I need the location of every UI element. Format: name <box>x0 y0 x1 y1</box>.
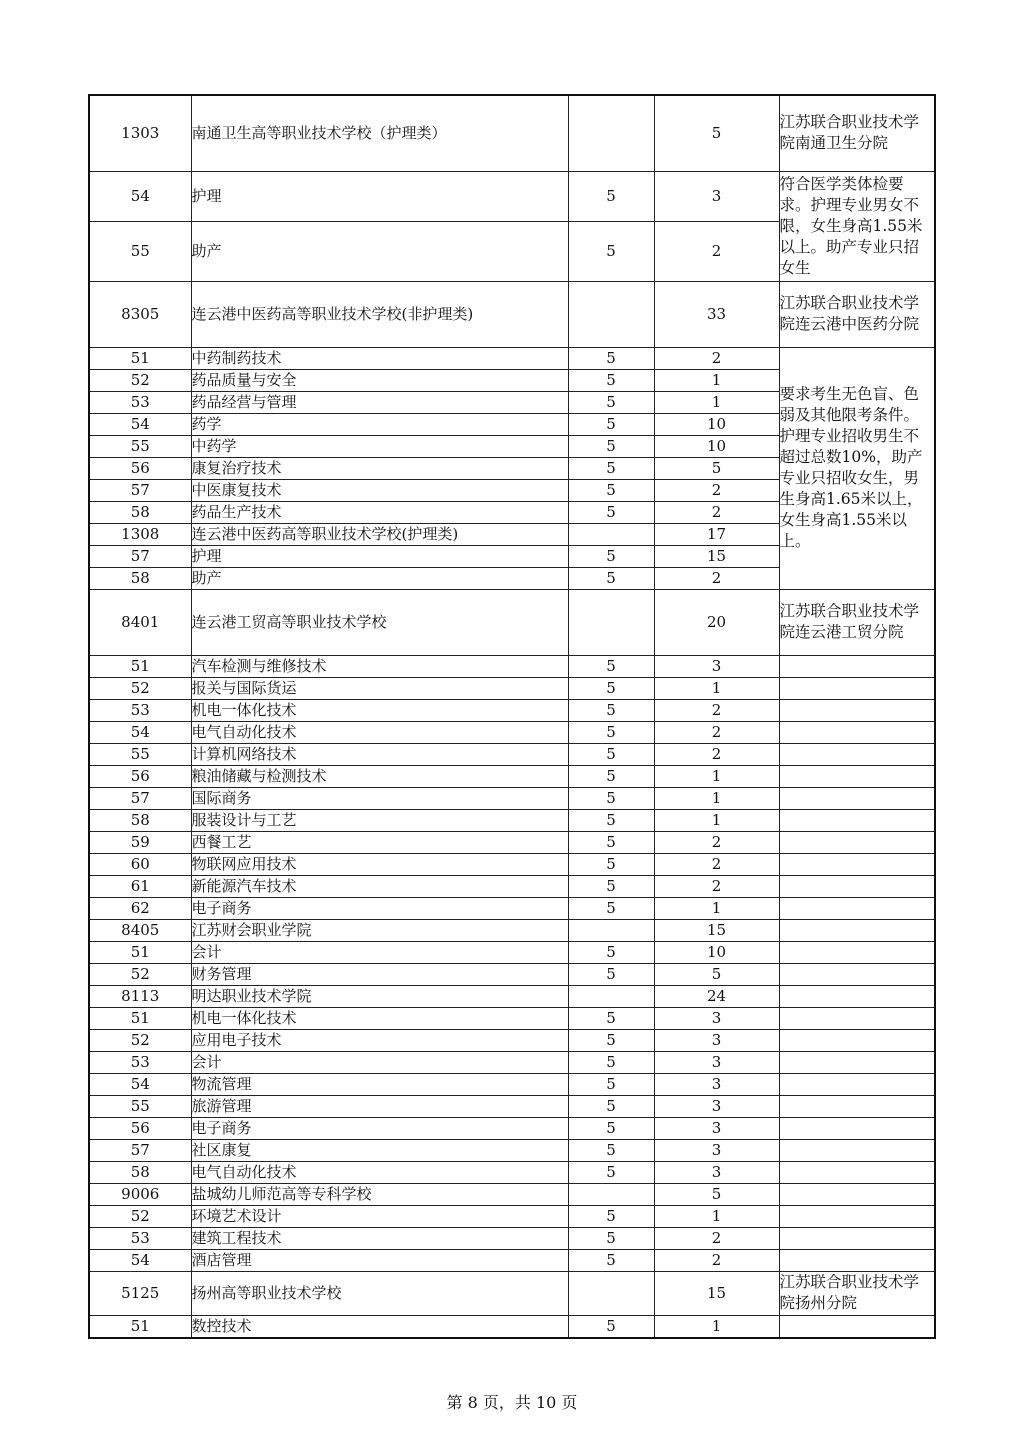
years-cell: 5 <box>568 699 654 721</box>
years-cell: 5 <box>568 501 654 523</box>
table-row <box>89 1249 935 1271</box>
table-row <box>89 1095 935 1117</box>
name-cell: 报关与国际货运 <box>191 677 568 699</box>
table-row <box>89 1139 935 1161</box>
table-row <box>89 919 935 941</box>
name-cell: 电气自动化技术 <box>191 721 568 743</box>
years-cell: 5 <box>568 853 654 875</box>
years-cell: 5 <box>568 479 654 501</box>
count-cell: 2 <box>654 347 779 369</box>
years-cell: 5 <box>568 1315 654 1338</box>
note-cell: 江苏联合职业技术学院连云港工贸分院 <box>779 589 935 655</box>
count-cell: 1 <box>654 369 779 391</box>
code-cell: 58 <box>89 809 191 831</box>
table-row <box>89 963 935 985</box>
table-row <box>89 171 935 221</box>
note-cell <box>779 1205 935 1227</box>
table-row <box>89 831 935 853</box>
years-cell <box>568 919 654 941</box>
name-cell: 药品生产技术 <box>191 501 568 523</box>
note-cell <box>779 1117 935 1139</box>
count-cell: 1 <box>654 765 779 787</box>
table-row <box>89 721 935 743</box>
count-cell: 3 <box>654 655 779 677</box>
count-cell: 24 <box>654 985 779 1007</box>
years-cell: 5 <box>568 677 654 699</box>
name-cell: 汽车检测与维修技术 <box>191 655 568 677</box>
name-cell: 扬州高等职业技术学校 <box>191 1271 568 1315</box>
table-row <box>89 95 935 171</box>
name-cell: 旅游管理 <box>191 1095 568 1117</box>
note-cell <box>779 1249 935 1271</box>
name-cell: 应用电子技术 <box>191 1029 568 1051</box>
name-cell: 中医康复技术 <box>191 479 568 501</box>
code-cell: 52 <box>89 963 191 985</box>
name-cell: 机电一体化技术 <box>191 699 568 721</box>
code-cell: 58 <box>89 501 191 523</box>
note-cell <box>779 1183 935 1205</box>
years-cell: 5 <box>568 655 654 677</box>
years-cell: 5 <box>568 435 654 457</box>
note-cell: 要求考生无色盲、色弱及其他限考条件。护理专业招收男生不超过总数10%，助产专业只招收女生，男生身高1.65米以上，女生身高1.55米以上。 <box>779 347 935 589</box>
count-cell: 33 <box>654 281 779 347</box>
years-cell: 5 <box>568 1051 654 1073</box>
code-cell: 8405 <box>89 919 191 941</box>
years-cell: 5 <box>568 1139 654 1161</box>
count-cell: 3 <box>654 1139 779 1161</box>
table-body <box>89 95 935 1338</box>
years-cell <box>568 523 654 545</box>
years-cell: 5 <box>568 1073 654 1095</box>
table-row <box>89 1315 935 1338</box>
code-cell: 53 <box>89 699 191 721</box>
note-cell <box>779 897 935 919</box>
note-cell <box>779 721 935 743</box>
code-cell: 51 <box>89 347 191 369</box>
code-cell: 58 <box>89 567 191 589</box>
name-cell: 财务管理 <box>191 963 568 985</box>
years-cell <box>568 589 654 655</box>
name-cell: 药品经营与管理 <box>191 391 568 413</box>
code-cell: 52 <box>89 677 191 699</box>
name-cell: 中药学 <box>191 435 568 457</box>
count-cell: 5 <box>654 95 779 171</box>
table-row <box>89 985 935 1007</box>
years-cell: 5 <box>568 941 654 963</box>
table-row <box>89 1271 935 1315</box>
code-cell: 52 <box>89 1029 191 1051</box>
name-cell: 会计 <box>191 1051 568 1073</box>
count-cell: 10 <box>654 435 779 457</box>
count-cell: 2 <box>654 875 779 897</box>
years-cell: 5 <box>568 765 654 787</box>
code-cell: 58 <box>89 1161 191 1183</box>
code-cell: 60 <box>89 853 191 875</box>
code-cell: 53 <box>89 1051 191 1073</box>
years-cell: 5 <box>568 831 654 853</box>
code-cell: 62 <box>89 897 191 919</box>
count-cell: 3 <box>654 1029 779 1051</box>
count-cell: 2 <box>654 853 779 875</box>
code-cell: 54 <box>89 721 191 743</box>
table-row <box>89 875 935 897</box>
code-cell: 8401 <box>89 589 191 655</box>
note-cell: 符合医学类体检要求。护理专业男女不限，女生身高1.55米以上。助产专业只招女生 <box>779 171 935 281</box>
count-cell: 10 <box>654 941 779 963</box>
code-cell: 61 <box>89 875 191 897</box>
table-row <box>89 1007 935 1029</box>
code-cell: 55 <box>89 743 191 765</box>
table-row <box>89 347 935 369</box>
table-row <box>89 281 935 347</box>
count-cell: 2 <box>654 501 779 523</box>
code-cell: 59 <box>89 831 191 853</box>
count-cell: 17 <box>654 523 779 545</box>
years-cell: 5 <box>568 787 654 809</box>
years-cell: 5 <box>568 347 654 369</box>
note-cell <box>779 1161 935 1183</box>
code-cell: 54 <box>89 1073 191 1095</box>
table-row <box>89 1161 935 1183</box>
table-row <box>89 655 935 677</box>
count-cell: 2 <box>654 1227 779 1249</box>
count-cell: 3 <box>654 1161 779 1183</box>
name-cell: 护理 <box>191 171 568 221</box>
count-cell: 3 <box>654 1095 779 1117</box>
table-row <box>89 1029 935 1051</box>
code-cell: 54 <box>89 171 191 221</box>
note-cell <box>779 1029 935 1051</box>
count-cell: 5 <box>654 1183 779 1205</box>
table-row <box>89 765 935 787</box>
name-cell: 电气自动化技术 <box>191 1161 568 1183</box>
count-cell: 3 <box>654 1051 779 1073</box>
years-cell <box>568 95 654 171</box>
count-cell: 1 <box>654 809 779 831</box>
note-cell <box>779 1227 935 1249</box>
name-cell: 中药制药技术 <box>191 347 568 369</box>
code-cell: 56 <box>89 457 191 479</box>
count-cell: 3 <box>654 1117 779 1139</box>
name-cell: 建筑工程技术 <box>191 1227 568 1249</box>
name-cell: 南通卫生高等职业技术学校（护理类） <box>191 95 568 171</box>
count-cell: 1 <box>654 1315 779 1338</box>
years-cell: 5 <box>568 545 654 567</box>
count-cell: 10 <box>654 413 779 435</box>
years-cell: 5 <box>568 1227 654 1249</box>
name-cell: 连云港中医药高等职业技术学校(护理类) <box>191 523 568 545</box>
count-cell: 3 <box>654 171 779 221</box>
years-cell: 5 <box>568 809 654 831</box>
code-cell: 51 <box>89 1007 191 1029</box>
name-cell: 新能源汽车技术 <box>191 875 568 897</box>
count-cell: 2 <box>654 567 779 589</box>
years-cell: 5 <box>568 567 654 589</box>
note-cell <box>779 787 935 809</box>
count-cell: 1 <box>654 787 779 809</box>
code-cell: 51 <box>89 1315 191 1338</box>
note-cell <box>779 1095 935 1117</box>
code-cell: 53 <box>89 1227 191 1249</box>
note-cell <box>779 919 935 941</box>
code-cell: 57 <box>89 545 191 567</box>
note-cell <box>779 743 935 765</box>
note-cell <box>779 1315 935 1338</box>
table-row <box>89 1205 935 1227</box>
name-cell: 明达职业技术学院 <box>191 985 568 1007</box>
years-cell <box>568 1271 654 1315</box>
years-cell: 5 <box>568 457 654 479</box>
name-cell: 药品质量与安全 <box>191 369 568 391</box>
years-cell: 5 <box>568 743 654 765</box>
code-cell: 54 <box>89 413 191 435</box>
table-row <box>89 677 935 699</box>
note-cell <box>779 1051 935 1073</box>
name-cell: 江苏财会职业学院 <box>191 919 568 941</box>
count-cell: 2 <box>654 1249 779 1271</box>
count-cell: 15 <box>654 919 779 941</box>
note-cell: 江苏联合职业技术学院南通卫生分院 <box>779 95 935 171</box>
enrollment-table <box>88 94 936 1339</box>
name-cell: 社区康复 <box>191 1139 568 1161</box>
code-cell: 52 <box>89 1205 191 1227</box>
count-cell: 2 <box>654 721 779 743</box>
code-cell: 52 <box>89 369 191 391</box>
code-cell: 54 <box>89 1249 191 1271</box>
note-cell <box>779 677 935 699</box>
name-cell: 粮油储藏与检测技术 <box>191 765 568 787</box>
note-cell <box>779 963 935 985</box>
count-cell: 20 <box>654 589 779 655</box>
count-cell: 5 <box>654 963 779 985</box>
note-cell <box>779 809 935 831</box>
note-cell <box>779 765 935 787</box>
years-cell: 5 <box>568 1117 654 1139</box>
name-cell: 酒店管理 <box>191 1249 568 1271</box>
note-cell <box>779 831 935 853</box>
years-cell: 5 <box>568 391 654 413</box>
name-cell: 盐城幼儿师范高等专科学校 <box>191 1183 568 1205</box>
name-cell: 电子商务 <box>191 1117 568 1139</box>
name-cell: 物流管理 <box>191 1073 568 1095</box>
code-cell: 55 <box>89 221 191 281</box>
years-cell <box>568 985 654 1007</box>
years-cell: 5 <box>568 875 654 897</box>
note-cell <box>779 699 935 721</box>
name-cell: 药学 <box>191 413 568 435</box>
table-row <box>89 809 935 831</box>
years-cell: 5 <box>568 1161 654 1183</box>
table-row <box>89 941 935 963</box>
table-row <box>89 743 935 765</box>
note-cell <box>779 985 935 1007</box>
name-cell: 国际商务 <box>191 787 568 809</box>
note-cell <box>779 853 935 875</box>
code-cell: 8305 <box>89 281 191 347</box>
note-cell <box>779 655 935 677</box>
table-row <box>89 853 935 875</box>
years-cell: 5 <box>568 1249 654 1271</box>
count-cell: 3 <box>654 1007 779 1029</box>
note-cell <box>779 941 935 963</box>
count-cell: 15 <box>654 1271 779 1315</box>
count-cell: 2 <box>654 831 779 853</box>
name-cell: 连云港中医药高等职业技术学校(非护理类) <box>191 281 568 347</box>
name-cell: 数控技术 <box>191 1315 568 1338</box>
name-cell: 服装设计与工艺 <box>191 809 568 831</box>
count-cell: 2 <box>654 743 779 765</box>
table-row <box>89 1073 935 1095</box>
code-cell: 55 <box>89 1095 191 1117</box>
years-cell <box>568 281 654 347</box>
note-cell <box>779 1139 935 1161</box>
code-cell: 57 <box>89 1139 191 1161</box>
count-cell: 1 <box>654 1205 779 1227</box>
years-cell: 5 <box>568 897 654 919</box>
table-row <box>89 787 935 809</box>
code-cell: 56 <box>89 765 191 787</box>
count-cell: 3 <box>654 1073 779 1095</box>
years-cell: 5 <box>568 413 654 435</box>
name-cell: 电子商务 <box>191 897 568 919</box>
name-cell: 计算机网络技术 <box>191 743 568 765</box>
code-cell: 57 <box>89 787 191 809</box>
name-cell: 助产 <box>191 567 568 589</box>
count-cell: 1 <box>654 677 779 699</box>
name-cell: 助产 <box>191 221 568 281</box>
count-cell: 2 <box>654 699 779 721</box>
code-cell: 1308 <box>89 523 191 545</box>
code-cell: 51 <box>89 941 191 963</box>
name-cell: 连云港工贸高等职业技术学校 <box>191 589 568 655</box>
count-cell: 15 <box>654 545 779 567</box>
code-cell: 8113 <box>89 985 191 1007</box>
code-cell: 55 <box>89 435 191 457</box>
years-cell: 5 <box>568 963 654 985</box>
note-cell: 江苏联合职业技术学院连云港中医药分院 <box>779 281 935 347</box>
years-cell: 5 <box>568 221 654 281</box>
table-row <box>89 1117 935 1139</box>
code-cell: 56 <box>89 1117 191 1139</box>
note-cell <box>779 875 935 897</box>
code-cell: 9006 <box>89 1183 191 1205</box>
name-cell: 物联网应用技术 <box>191 853 568 875</box>
name-cell: 康复治疗技术 <box>191 457 568 479</box>
count-cell: 2 <box>654 221 779 281</box>
name-cell: 会计 <box>191 941 568 963</box>
years-cell: 5 <box>568 1007 654 1029</box>
name-cell: 机电一体化技术 <box>191 1007 568 1029</box>
years-cell: 5 <box>568 369 654 391</box>
years-cell: 5 <box>568 1205 654 1227</box>
table-row <box>89 589 935 655</box>
years-cell: 5 <box>568 1029 654 1051</box>
code-cell: 1303 <box>89 95 191 171</box>
code-cell: 5125 <box>89 1271 191 1315</box>
name-cell: 环境艺术设计 <box>191 1205 568 1227</box>
table-row <box>89 897 935 919</box>
count-cell: 5 <box>654 457 779 479</box>
table-row <box>89 1183 935 1205</box>
years-cell: 5 <box>568 171 654 221</box>
table-row <box>89 1227 935 1249</box>
note-cell: 江苏联合职业技术学院扬州分院 <box>779 1271 935 1315</box>
code-cell: 57 <box>89 479 191 501</box>
code-cell: 53 <box>89 391 191 413</box>
years-cell <box>568 1183 654 1205</box>
count-cell: 1 <box>654 391 779 413</box>
table-row <box>89 1051 935 1073</box>
note-cell <box>779 1007 935 1029</box>
name-cell: 西餐工艺 <box>191 831 568 853</box>
code-cell: 51 <box>89 655 191 677</box>
years-cell: 5 <box>568 1095 654 1117</box>
table-row <box>89 699 935 721</box>
count-cell: 2 <box>654 479 779 501</box>
note-cell <box>779 1073 935 1095</box>
name-cell: 护理 <box>191 545 568 567</box>
page-footer: 第 8 页，共 10 页 <box>446 1393 578 1412</box>
count-cell: 1 <box>654 897 779 919</box>
years-cell: 5 <box>568 721 654 743</box>
